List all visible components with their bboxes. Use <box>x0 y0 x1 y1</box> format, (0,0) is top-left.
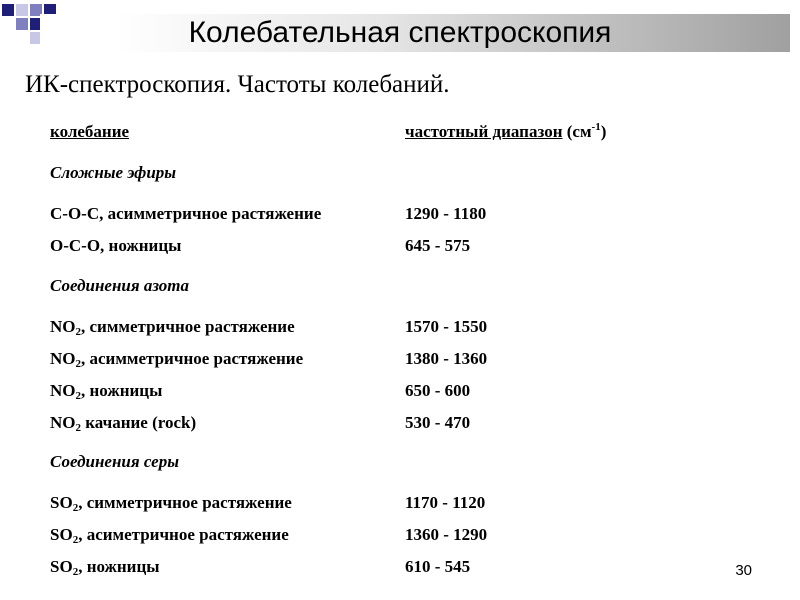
page-number: 30 <box>735 562 752 579</box>
range-cell: 1290 - 1180 <box>405 204 487 223</box>
table-row <box>0 347 800 371</box>
table-row <box>0 234 800 258</box>
vibration-cell: $SO_2$, асиметричное растяжение <box>50 525 289 546</box>
table-row <box>0 411 800 435</box>
slide-title: Колебательная спектроскопия <box>188 16 612 49</box>
vibration-cell: $NO_2$ качание (rock) <box>50 413 197 434</box>
section-header-row <box>0 450 800 474</box>
slide-subtitle: ИК-спектроскопия. Частоты колебаний. <box>25 71 450 98</box>
table-row <box>0 523 800 547</box>
range-cell: 1570 - 1550 <box>405 317 488 336</box>
section-header-row <box>0 161 800 185</box>
table-header-row <box>0 120 800 144</box>
vibration-cell: $SO_2$, симметричное растяжение <box>50 493 292 514</box>
range-cell: 530 - 470 <box>405 413 471 432</box>
header-range: частотный диапазон <box>405 122 563 141</box>
range-cell: 610 - 545 <box>405 557 471 576</box>
section-name: Соединения серы <box>50 452 180 471</box>
section-header-row <box>0 274 800 298</box>
range-cell: 650 - 600 <box>405 381 471 400</box>
table-row <box>0 555 800 579</box>
header-range-cell <box>405 120 606 144</box>
vibration-cell: $NO_2$, ножницы <box>50 381 163 402</box>
table-row <box>0 491 800 515</box>
range-cell: 645 - 575 <box>405 236 471 255</box>
table-row <box>0 379 800 403</box>
table-row <box>0 315 800 339</box>
vibration-cell: C-O-C, асимметричное растяжение <box>50 204 322 223</box>
vibration-cell: $SO_2$, ножницы <box>50 557 160 578</box>
range-cell: 1360 - 1290 <box>405 525 488 544</box>
vibration-cell: O-C-O, ножницы <box>50 236 182 255</box>
header-unit: $(см^{-1})$ <box>566 121 607 141</box>
section-name: Сложные эфиры <box>50 163 177 182</box>
header-vibration: колебание <box>50 122 130 141</box>
range-cell: 1380 - 1360 <box>405 349 488 368</box>
section-name: Соединения азота <box>50 276 189 295</box>
table-row <box>0 202 800 226</box>
range-cell: 1170 - 1120 <box>405 493 486 512</box>
vibration-cell: $NO_2$, асимметричное растяжение <box>50 349 304 370</box>
vibration-cell: $NO_2$, симметричное растяжение <box>50 317 295 338</box>
